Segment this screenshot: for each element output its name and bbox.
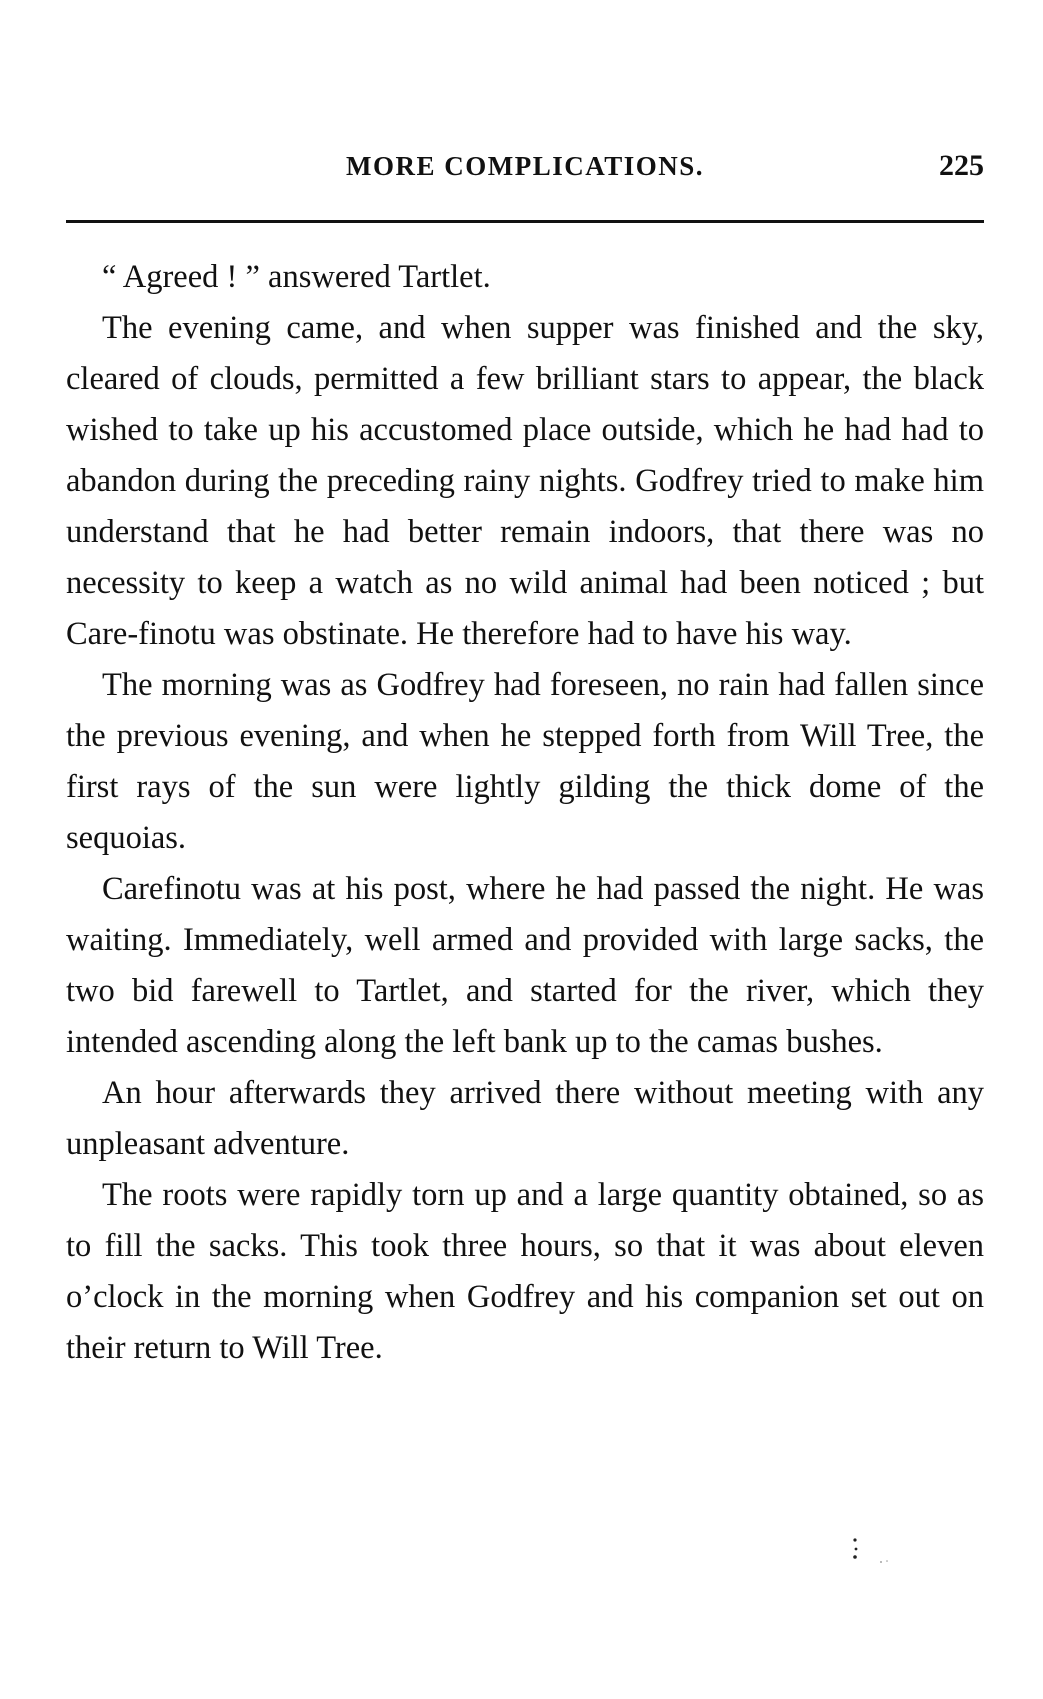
running-head (66, 145, 984, 185)
paragraph-evening: The evening came, and when supper was finished and the sky, cleared of clouds, permitted a few brilliant stars to appear, the black wished to take up his accustomed place outside, which he had had to abandon during the preceding rainy nights. Godfrey tried to make him understand that he had better remain indoors, that there was no necessity to keep a watch as no wild animal had been noticed ; but Care-finotu was obstinate. He therefore had to have his way. (66, 310, 984, 652)
page-number: 225 (939, 149, 984, 182)
paragraph-agreed: “ Agreed ! ” answered Tartlet. (102, 259, 491, 295)
body-text (66, 252, 984, 1374)
paragraph-hour-afterwards: An hour afterwards they arrived there without meeting with any unpleasant adventure. (66, 1075, 984, 1162)
running-title: MORE COMPLICATIONS. (345, 151, 704, 181)
scan-specks (845, 1536, 905, 1576)
paragraph-morning: The morning was as Godfrey had foreseen, no rain had fallen since the previous evening, and when he stepped forth from Will Tree, the first rays of the sun were lightly gilding the thick dome of the sequoias. (66, 667, 984, 856)
header-rule (66, 220, 984, 223)
paragraph-roots: The roots were rapidly torn up and a large quantity obtained, so as to fill the sacks. This took three hours, so that it was about eleven o’clock in the morning when Godfrey and his companion set out on their return to Will Tree. (66, 1177, 984, 1366)
paragraph-carefinotu: Carefinotu was at his post, where he had passed the night. He was waiting. Immediately, well armed and provided with large sacks, the two bid farewell to Tartlet, and started for the river, which they intended ascending along the left bank up to the camas bushes. (66, 871, 984, 1060)
